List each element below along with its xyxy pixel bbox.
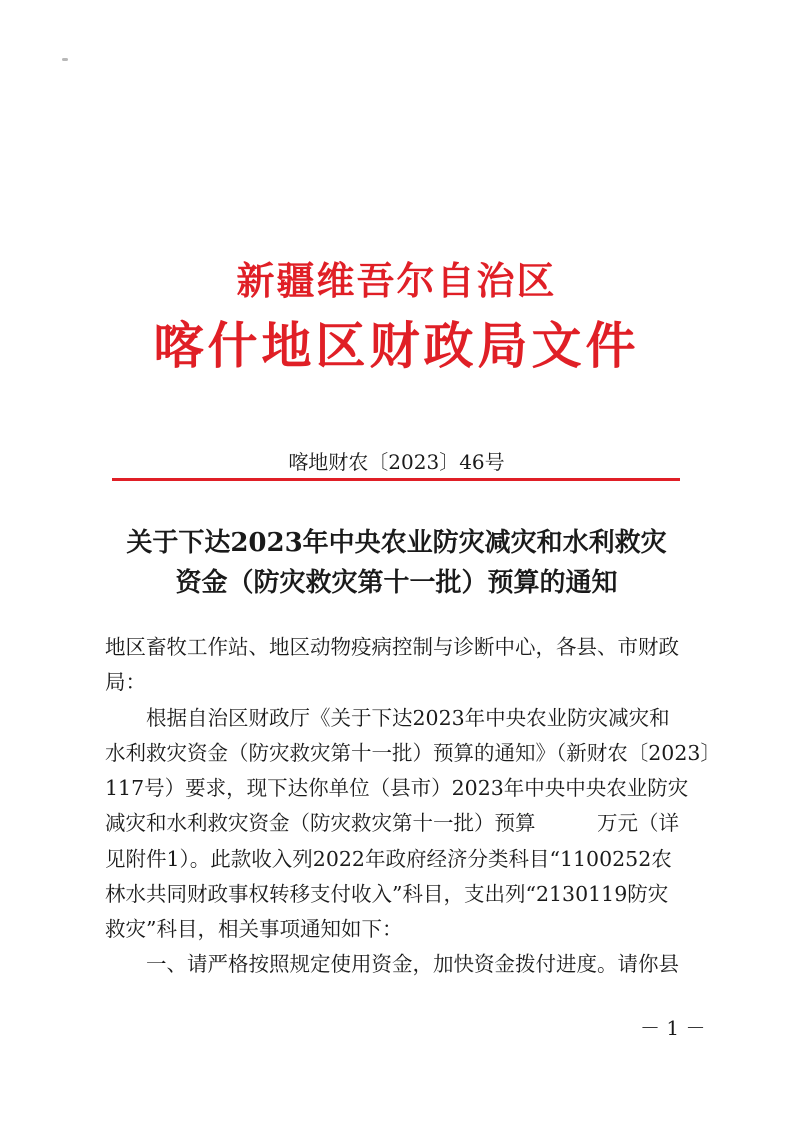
body-line: 减灾和水利救灾资金（防灾救灾第十一批）预算 万元（详 xyxy=(105,811,679,835)
issuer-header-bureau: 喀什地区财政局文件 xyxy=(153,317,640,375)
document-title-line-1: 关于下达2023年中央农业防灾减灾和水利救灾 xyxy=(126,528,667,558)
scan-speck xyxy=(62,58,68,61)
red-divider-line xyxy=(112,478,680,481)
body-line: 117号）要求，现下达你单位（县市）2023年中央中央农业防灾 xyxy=(105,776,689,800)
body-line: 地区畜牧工作站、地区动物疫病控制与诊断中心，各县、市财政 xyxy=(105,635,679,659)
body-line: 林水共同财政事权转移支付收入”科目，支出列“2130119防灾 xyxy=(105,882,669,906)
page-number: － 1 － xyxy=(640,1016,706,1040)
document-number: 喀地财农〔2023〕46号 xyxy=(288,450,505,474)
body-line: 局： xyxy=(105,670,146,694)
document-title-line-2: 资金（防灾救灾第十一批）预算的通知 xyxy=(175,568,618,598)
body-line: 救灾”科目，相关事项通知如下： xyxy=(105,917,403,941)
body-line: 见附件1）。此款收入列2022年政府经济分类科目“1100252农 xyxy=(105,847,672,871)
body-line: 根据自治区财政厅《关于下达2023年中央农业防灾减灾和 xyxy=(105,706,670,730)
body-line: 水利救灾资金（防灾救灾第十一批）预算的通知》（新财农〔2023〕 xyxy=(105,741,721,765)
issuer-header-region: 新疆维吾尔自治区 xyxy=(236,259,557,303)
body-line: 一、请严格按照规定使用资金，加快资金拨付进度。请你县 xyxy=(105,952,679,976)
